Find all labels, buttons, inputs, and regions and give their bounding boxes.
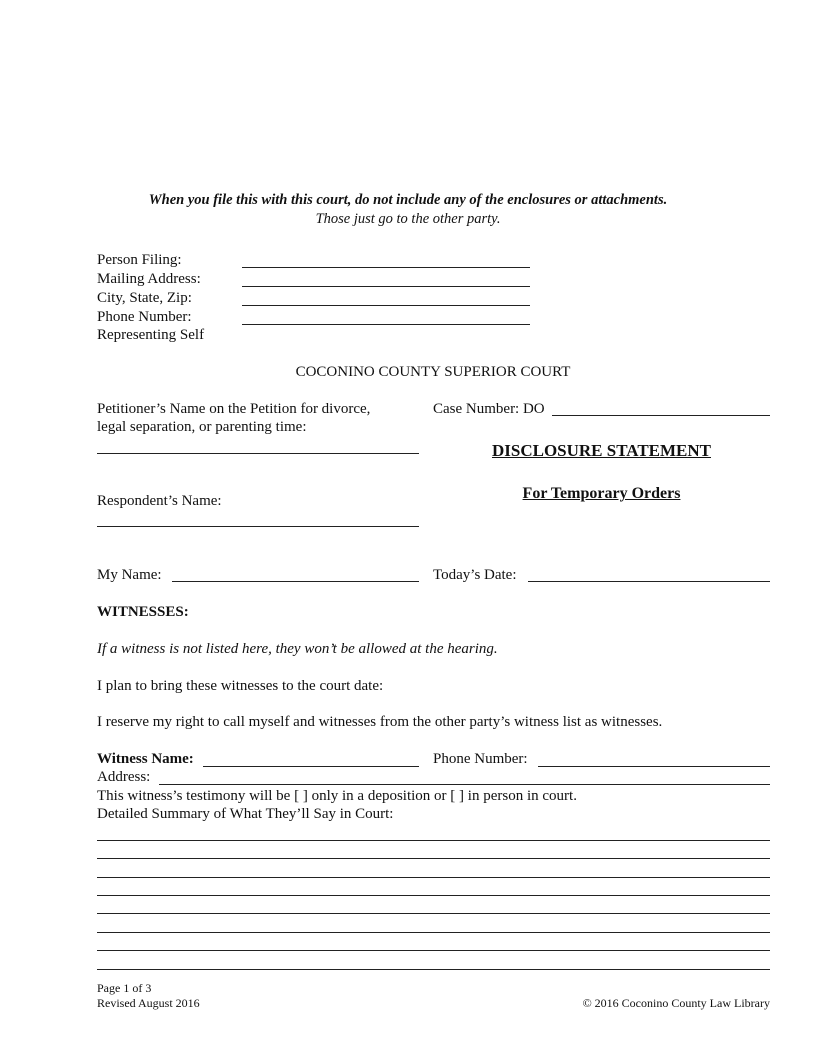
summary-line[interactable]	[97, 895, 770, 896]
document-subtitle: For Temporary Orders	[522, 485, 681, 502]
filing-notice: When you file this with this court, do not include any of the enclosures or attachments.	[148, 192, 668, 208]
footer-copyright: © 2016 Coconino County Law Library	[582, 996, 770, 1010]
summary-line[interactable]	[97, 877, 770, 878]
summary-line[interactable]	[97, 858, 770, 859]
witness-plan-text: I plan to bring these witnesses to the court date:	[97, 678, 384, 694]
todays-date-field[interactable]	[528, 581, 770, 582]
summary-line[interactable]	[97, 840, 770, 841]
witness-phone-label: Phone Number:	[433, 751, 528, 767]
my-name-label: My Name:	[97, 567, 162, 583]
petitioner-name-field[interactable]	[97, 453, 419, 454]
footer-page-number: Page 1 of 3	[97, 981, 152, 995]
witness-summary-label: Detailed Summary of What They’ll Say in Court:	[97, 806, 394, 822]
person-filing-label: Person Filing:	[97, 252, 182, 268]
city-state-zip-label: City, State, Zip:	[97, 290, 192, 306]
phone-number-field[interactable]	[242, 324, 530, 325]
witness-phone-field[interactable]	[538, 766, 770, 767]
person-filing-field[interactable]	[242, 267, 530, 268]
footer-revised-date: Revised August 2016	[97, 996, 200, 1010]
witness-warning: If a witness is not listed here, they won’t be allowed at the hearing.	[97, 641, 498, 657]
witness-address-label: Address:	[97, 769, 151, 785]
witnesses-heading: WITNESSES:	[97, 604, 189, 620]
witness-reserve-text: I reserve my right to call myself and witnesses from the other party’s witness list as witnesses.	[97, 714, 663, 730]
petitioner-label-line1: Petitioner’s Name on the Petition for divorce,	[97, 401, 371, 417]
summary-line[interactable]	[97, 950, 770, 951]
filing-notice-subtext: Those just go to the other party.	[315, 211, 501, 227]
court-name: COCONINO COUNTY SUPERIOR COURT	[295, 364, 571, 380]
phone-number-label: Phone Number:	[97, 309, 192, 325]
todays-date-label: Today’s Date:	[433, 567, 517, 583]
respondent-label: Respondent’s Name:	[97, 493, 222, 509]
witness-name-field[interactable]	[203, 766, 419, 767]
my-name-field[interactable]	[172, 581, 419, 582]
representing-self: Representing Self	[97, 327, 205, 343]
witness-name-label: Witness Name:	[97, 751, 194, 767]
summary-line[interactable]	[97, 932, 770, 933]
witness-address-field[interactable]	[159, 784, 770, 785]
witness-testimony-text: This witness’s testimony will be [ ] only in a deposition or [ ] in person in court.	[97, 788, 577, 804]
petitioner-label-line2: legal separation, or parenting time:	[97, 419, 307, 435]
summary-line[interactable]	[97, 913, 770, 914]
document-title: DISCLOSURE STATEMENT	[491, 441, 711, 460]
respondent-name-field[interactable]	[97, 526, 419, 527]
mailing-address-field[interactable]	[242, 286, 530, 287]
case-number-field[interactable]	[552, 415, 770, 416]
mailing-address-label: Mailing Address:	[97, 271, 201, 287]
summary-line[interactable]	[97, 969, 770, 970]
city-state-zip-field[interactable]	[242, 305, 530, 306]
case-number-label: Case Number: DO	[433, 401, 545, 417]
